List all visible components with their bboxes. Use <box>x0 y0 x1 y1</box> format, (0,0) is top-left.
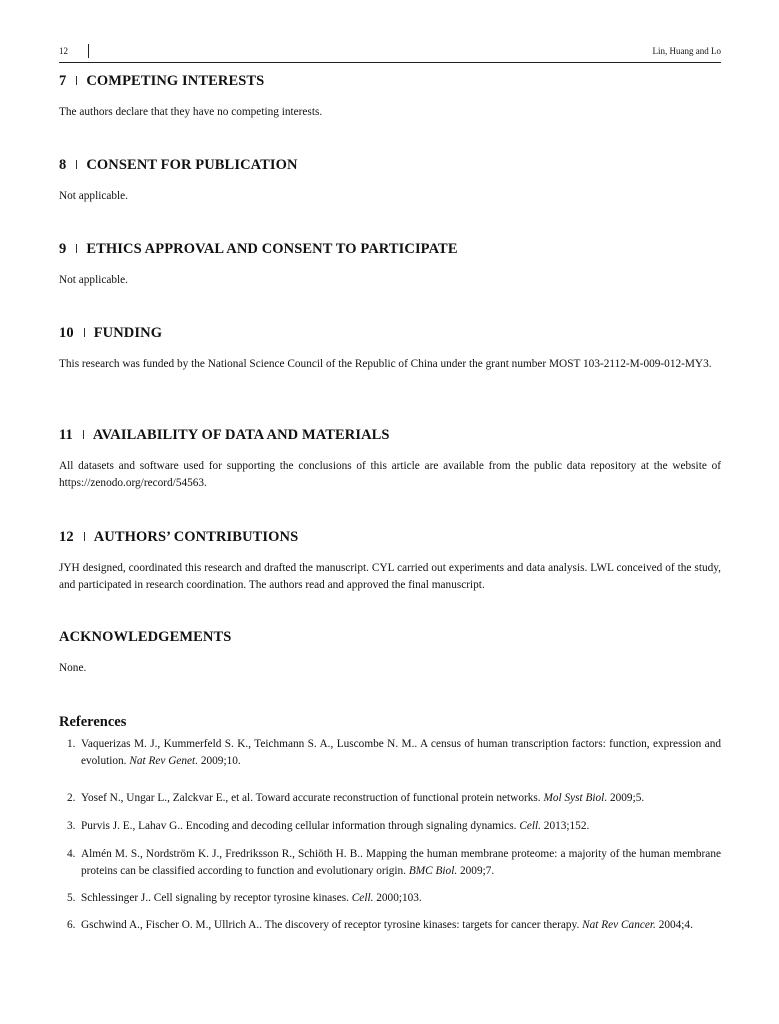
reference-text: Purvis J. E., Lahav G.. Encoding and decoding cellular information through signaling dynamics. <box>81 820 517 832</box>
reference-item <box>59 790 721 807</box>
reference-number: 1. <box>67 738 76 750</box>
reference-year: 2009;7. <box>460 865 495 877</box>
section-heading <box>59 71 721 91</box>
section-number: 9 <box>59 241 67 257</box>
section-title: COMPETING INTERESTS <box>86 73 265 89</box>
reference-item <box>59 890 721 907</box>
section-separator <box>83 430 84 439</box>
section-acknowledgements <box>59 627 721 677</box>
reference-year: 2013;152. <box>543 820 590 832</box>
section-separator <box>76 76 77 85</box>
section-authors-contributions <box>59 527 721 594</box>
section-heading <box>59 527 721 547</box>
section-body: This research was funded by the National Science Council of the Republic of China under the grant number MOST 103-2112-M-009-012-MY3. <box>59 358 712 370</box>
section-title: FUNDING <box>93 325 163 341</box>
reference-number: 5. <box>67 892 76 904</box>
section-body: The authors declare that they have no competing interests. <box>59 106 323 118</box>
section-funding <box>59 323 721 373</box>
section-availability <box>59 425 721 492</box>
section-separator <box>76 244 77 253</box>
section-separator <box>84 532 85 541</box>
references-heading: References <box>59 714 127 730</box>
reference-journal: Mol Syst Biol. <box>543 792 608 804</box>
reference-number: 3. <box>67 820 76 832</box>
reference-text: Schlessinger J.. Cell signaling by receptor tyrosine kinases. <box>81 892 349 904</box>
section-body: JYH designed, coordinated this research and drafted the manuscript. CYL carried out experiments and data analysis. LWL conceived of the study, and participated in research coordination. The authors read and approved the final manuscript. <box>59 562 721 591</box>
section-separator <box>76 160 77 169</box>
section-title: AUTHORS’ CONTRIBUTIONS <box>93 529 299 545</box>
reference-item <box>59 846 721 880</box>
reference-item <box>59 917 721 934</box>
reference-journal: BMC Biol. <box>408 865 458 877</box>
section-heading <box>59 627 721 647</box>
section-title: ACKNOWLEDGEMENTS <box>59 629 232 645</box>
reference-text: Almén M. S., Nordström K. J., Fredriksson R., Schiöth H. B.. Mapping the human membrane proteome: a majority of the human membrane proteins can be classified according to function and evolutionary origin. <box>81 848 721 877</box>
section-consent-for-publication <box>59 155 721 205</box>
reference-item <box>59 736 721 770</box>
section-title: CONSENT FOR PUBLICATION <box>86 157 298 173</box>
running-title: Lin, Huang and Lo <box>652 46 721 56</box>
reference-journal: Cell. <box>519 820 541 832</box>
section-number: 10 <box>59 325 74 341</box>
section-competing-interests <box>59 71 721 121</box>
section-number: 7 <box>59 73 67 89</box>
reference-text: Yosef N., Ungar L., Zalckvar E., et al. Toward accurate reconstruction of functional protein networks. <box>81 792 541 804</box>
section-body: None. <box>59 662 87 674</box>
reference-number: 2. <box>67 792 76 804</box>
header-separator <box>88 44 89 58</box>
section-ethics-approval <box>59 239 721 289</box>
section-number: 11 <box>59 427 73 443</box>
reference-number: 6. <box>67 919 76 931</box>
section-separator <box>84 328 85 337</box>
references-section <box>59 712 721 732</box>
reference-text: Gschwind A., Fischer O. M., Ullrich A.. The discovery of receptor tyrosine kinases: targets for cancer therapy. <box>81 919 580 931</box>
reference-text: Vaquerizas M. J., Kummerfeld S. K., Teichmann S. A., Luscombe N. M.. A census of human transcription factors: function, expression and evolution. <box>81 738 721 767</box>
section-number: 12 <box>59 529 74 545</box>
page-number: 12 <box>59 46 68 56</box>
section-body: Not applicable. <box>59 190 129 202</box>
reference-year: 2009;10. <box>200 755 241 767</box>
section-heading <box>59 323 721 343</box>
reference-item <box>59 818 721 835</box>
section-body: Not applicable. <box>59 274 129 286</box>
section-number: 8 <box>59 157 67 173</box>
reference-year: 2009;5. <box>609 792 645 804</box>
section-heading <box>59 155 721 175</box>
reference-year: 2004;4. <box>658 919 693 931</box>
reference-journal: Cell. <box>351 892 374 904</box>
reference-journal: Nat Rev Cancer. <box>582 919 656 931</box>
section-heading <box>59 239 721 259</box>
reference-year: 2000;103. <box>376 892 422 904</box>
section-title: ETHICS APPROVAL AND CONSENT TO PARTICIPATE <box>86 241 458 257</box>
section-heading <box>59 425 721 445</box>
reference-journal: Nat Rev Genet. <box>129 755 199 767</box>
section-title: AVAILABILITY OF DATA AND MATERIALS <box>92 427 390 443</box>
reference-number: 4. <box>67 848 76 860</box>
page-header <box>59 44 721 63</box>
section-body: All datasets and software used for supporting the conclusions of this article are available from the public data repository at the website of https://zenodo.org/record/54563. <box>59 460 721 489</box>
